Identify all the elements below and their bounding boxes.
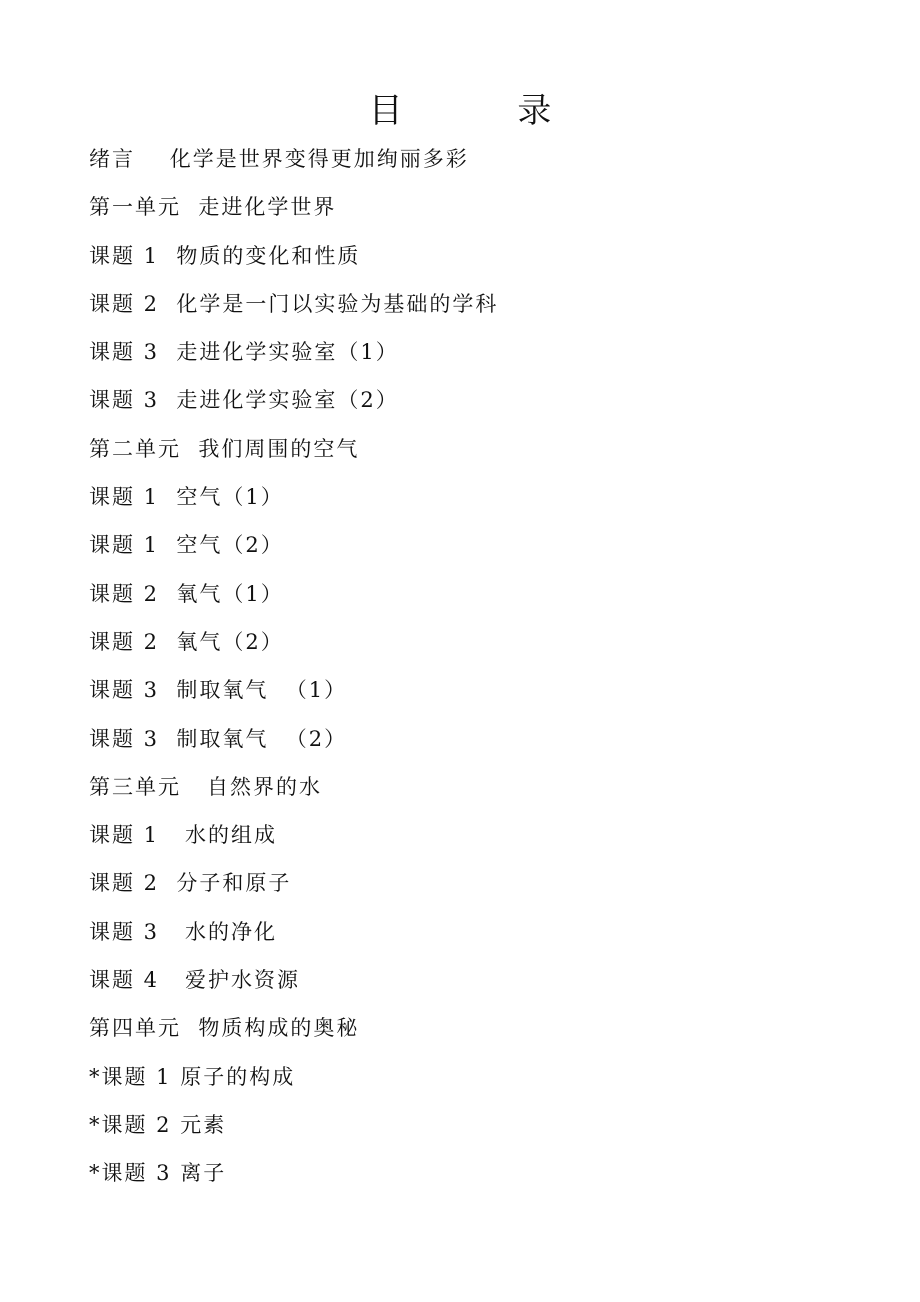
toc-item: 课题 1 空气（1） (89, 485, 284, 510)
toc-item: 课题 3 制取氧气 （1） (89, 678, 348, 703)
toc-item: 绪言 化学是世界变得更加绚丽多彩 (89, 147, 469, 171)
toc-item: *课题 2 元素 (89, 1112, 227, 1137)
toc-item: 第四单元 物质构成的奥秘 (89, 1016, 360, 1041)
toc-item: 课题 3 走进化学实验室（2） (89, 388, 399, 413)
toc-item: 课题 4 爱护水资源 (89, 968, 301, 993)
toc-item: 第二单元 我们周围的空气 (89, 436, 360, 461)
toc-item: 第一单元 走进化学世界 (89, 195, 337, 220)
toc-item: 课题 3 走进化学实验室（1） (89, 340, 399, 365)
toc-item: *课题 1 原子的构成 (89, 1064, 296, 1089)
toc-item: 课题 1 物质的变化和性质 (89, 243, 361, 268)
toc-item: 课题 1 空气（2） (89, 533, 284, 558)
toc-item: 第三单元 自然界的水 (89, 774, 323, 799)
toc-item: 课题 3 制取氧气 （2） (89, 726, 348, 751)
toc-item: 课题 1 水的组成 (89, 823, 278, 848)
toc-item: *课题 3 离子 (89, 1161, 227, 1186)
table-of-contents (89, 135, 498, 1198)
toc-item: 课题 2 化学是一门以实验为基础的学科 (89, 291, 499, 316)
toc-item: 课题 2 分子和原子 (89, 871, 292, 896)
page-title: 目 录 (368, 91, 604, 131)
toc-item: 课题 3 水的净化 (89, 919, 278, 944)
toc-item: 课题 2 氧气（2） (89, 629, 284, 654)
toc-item: 课题 2 氧气（1） (89, 581, 284, 606)
